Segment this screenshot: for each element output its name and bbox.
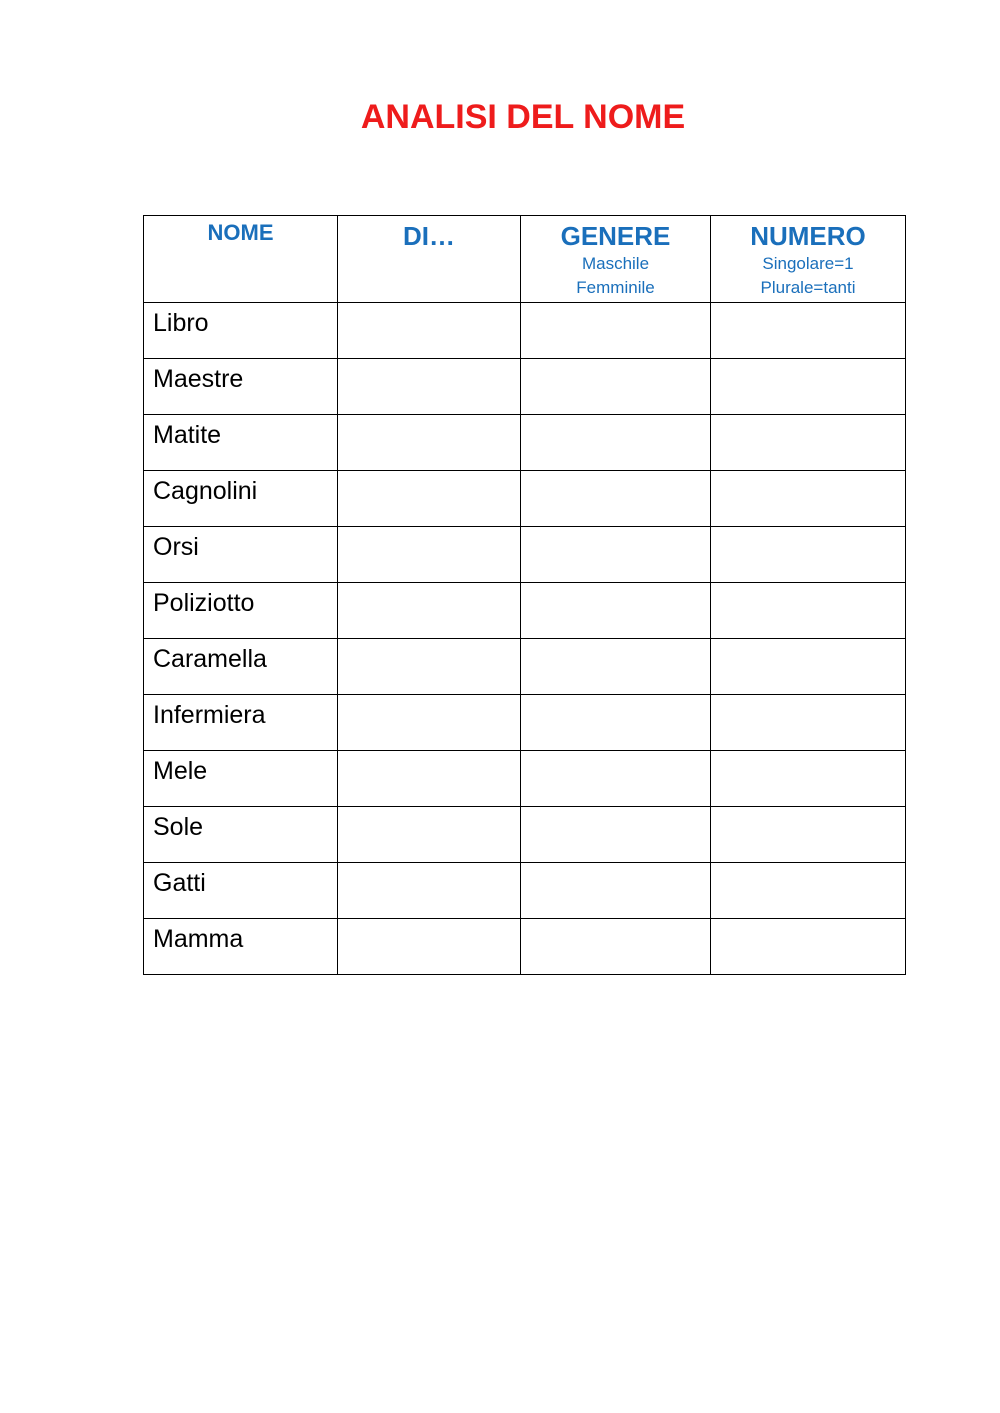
- noun-cell: Mele: [144, 751, 338, 807]
- noun-cell: Cagnolini: [144, 471, 338, 527]
- genere-answer-cell[interactable]: [521, 751, 711, 807]
- genere-answer-cell[interactable]: [521, 583, 711, 639]
- genere-answer-cell[interactable]: [521, 863, 711, 919]
- di-answer-cell[interactable]: [338, 863, 521, 919]
- header-numero-label: NUMERO: [750, 221, 866, 251]
- genere-answer-cell[interactable]: [521, 527, 711, 583]
- numero-answer-cell[interactable]: [711, 471, 906, 527]
- table-row: [144, 527, 906, 583]
- header-numero-sub-plurale: Plurale=tanti: [760, 278, 856, 297]
- numero-answer-cell[interactable]: [711, 807, 906, 863]
- header-row: [144, 216, 906, 303]
- noun-cell: Libro: [144, 303, 338, 359]
- numero-answer-cell[interactable]: [711, 415, 906, 471]
- di-answer-cell[interactable]: [338, 471, 521, 527]
- di-answer-cell[interactable]: [338, 527, 521, 583]
- numero-answer-cell[interactable]: [711, 583, 906, 639]
- di-answer-cell[interactable]: [338, 303, 521, 359]
- page-title: ANALISI DEL NOME: [360, 98, 686, 136]
- noun-cell: Infermiera: [144, 695, 338, 751]
- header-genere: [521, 216, 711, 303]
- noun-cell: Sole: [144, 807, 338, 863]
- numero-answer-cell[interactable]: [711, 527, 906, 583]
- numero-answer-cell[interactable]: [711, 919, 906, 975]
- table-row: [144, 751, 906, 807]
- genere-answer-cell[interactable]: [521, 471, 711, 527]
- di-answer-cell[interactable]: [338, 639, 521, 695]
- numero-answer-cell[interactable]: [711, 639, 906, 695]
- header-genere-label: GENERE: [560, 221, 671, 251]
- table-row: [144, 695, 906, 751]
- noun-cell: Gatti: [144, 863, 338, 919]
- di-answer-cell[interactable]: [338, 359, 521, 415]
- numero-answer-cell[interactable]: [711, 751, 906, 807]
- table-row: [144, 359, 906, 415]
- genere-answer-cell[interactable]: [521, 639, 711, 695]
- table-row: [144, 583, 906, 639]
- header-di: [338, 216, 521, 303]
- genere-answer-cell[interactable]: [521, 919, 711, 975]
- table-row: [144, 639, 906, 695]
- noun-analysis-table: [143, 215, 906, 975]
- di-answer-cell[interactable]: [338, 919, 521, 975]
- header-nome: [144, 216, 338, 303]
- noun-cell: Poliziotto: [144, 583, 338, 639]
- noun-cell: Caramella: [144, 639, 338, 695]
- header-numero-sub-singolare: Singolare=1: [762, 254, 854, 273]
- numero-answer-cell[interactable]: [711, 863, 906, 919]
- numero-answer-cell[interactable]: [711, 359, 906, 415]
- di-answer-cell[interactable]: [338, 695, 521, 751]
- noun-cell: Orsi: [144, 527, 338, 583]
- table-row: [144, 415, 906, 471]
- table-row: [144, 863, 906, 919]
- noun-cell: Maestre: [144, 359, 338, 415]
- di-answer-cell[interactable]: [338, 583, 521, 639]
- numero-answer-cell[interactable]: [711, 303, 906, 359]
- table-row: [144, 919, 906, 975]
- header-genere-sub-maschile: Maschile: [581, 254, 650, 273]
- table-row: [144, 807, 906, 863]
- noun-cell: Matite: [144, 415, 338, 471]
- header-numero: [711, 216, 906, 303]
- di-answer-cell[interactable]: [338, 807, 521, 863]
- genere-answer-cell[interactable]: [521, 695, 711, 751]
- table-row: [144, 471, 906, 527]
- di-answer-cell[interactable]: [338, 751, 521, 807]
- di-answer-cell[interactable]: [338, 415, 521, 471]
- genere-answer-cell[interactable]: [521, 415, 711, 471]
- genere-answer-cell[interactable]: [521, 807, 711, 863]
- noun-cell: Mamma: [144, 919, 338, 975]
- header-di-label: DI…: [403, 221, 455, 251]
- genere-answer-cell[interactable]: [521, 359, 711, 415]
- genere-answer-cell[interactable]: [521, 303, 711, 359]
- numero-answer-cell[interactable]: [711, 695, 906, 751]
- header-nome-label: NOME: [207, 220, 274, 245]
- table-row: [144, 303, 906, 359]
- header-genere-sub-femminile: Femminile: [576, 278, 655, 297]
